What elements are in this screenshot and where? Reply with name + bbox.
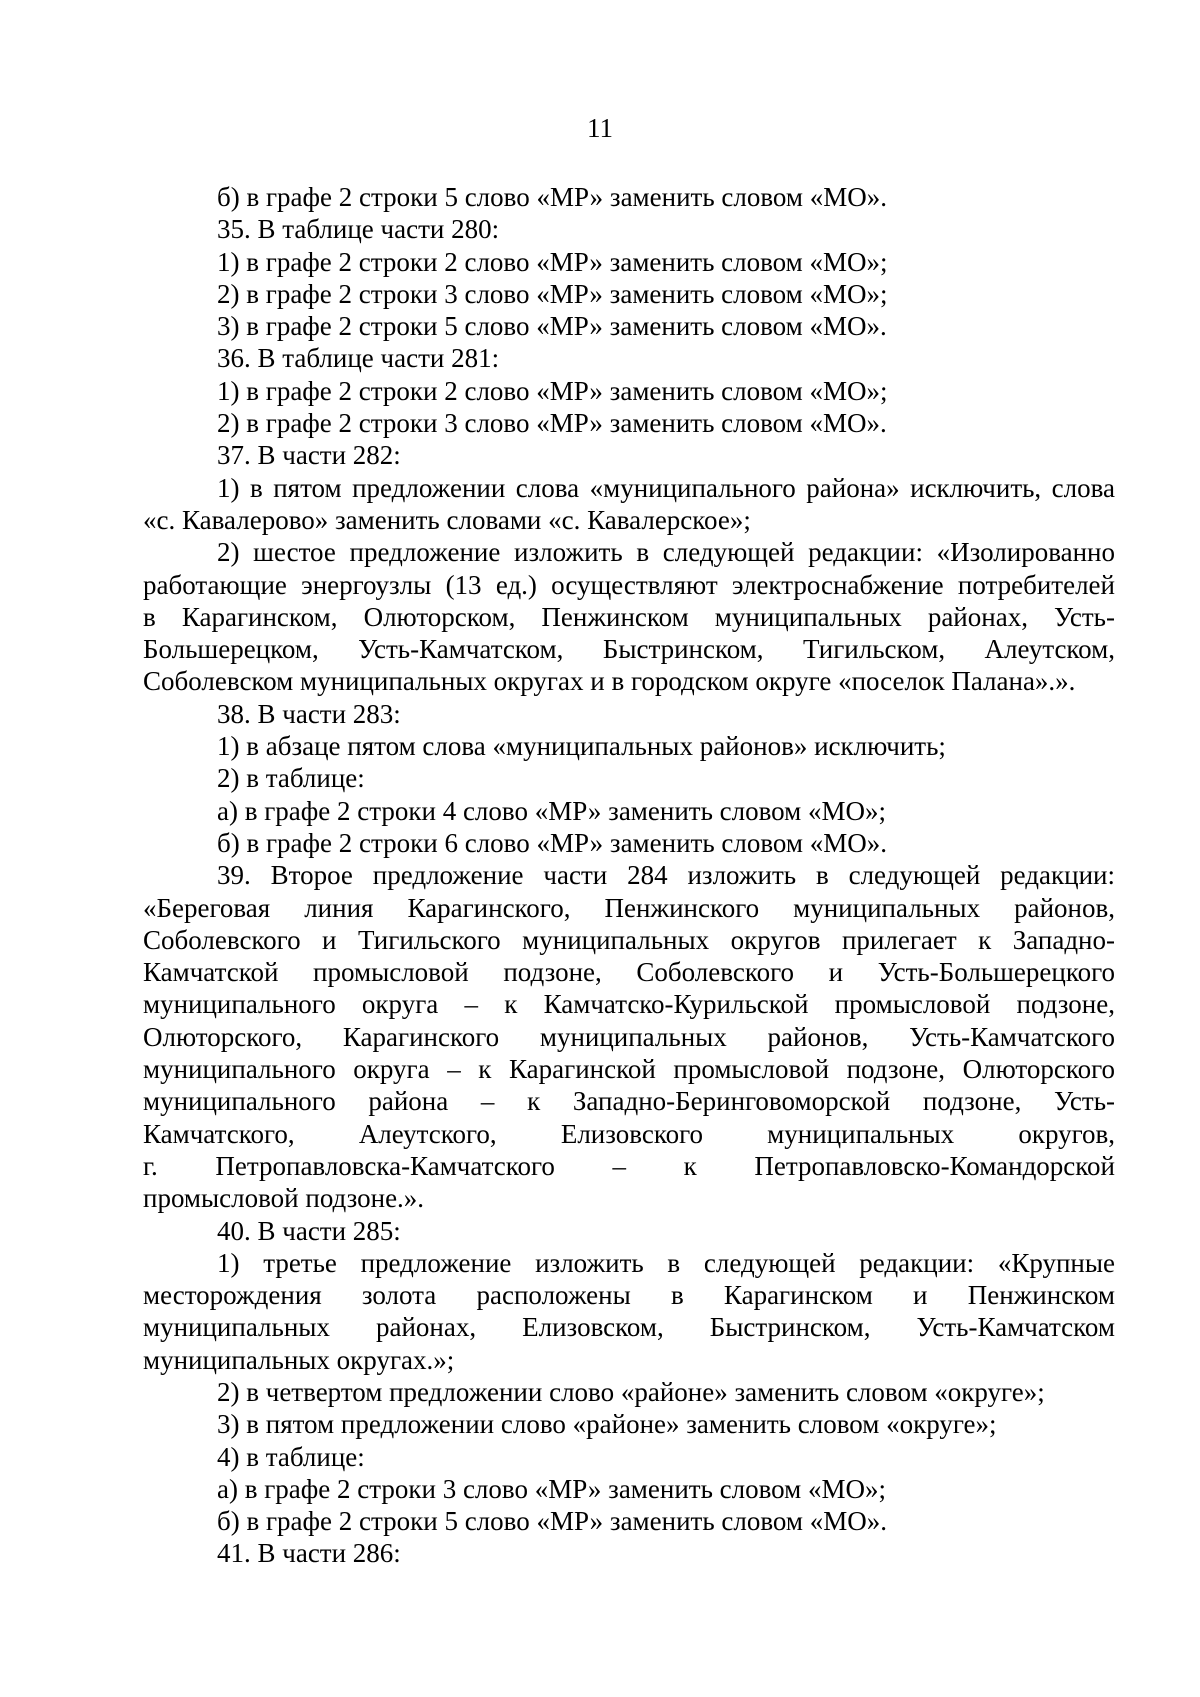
text-line: б) в графе 2 строки 5 слово «МР» заменить словом «МО». [217,182,887,212]
text-line: промысловой подзоне.». [143,1183,425,1214]
text-line: муниципальных районах, Елизовском, Быстринском, Усть-Камчатском [143,1312,1115,1343]
text-line: Камчатской промысловой подзоне, Соболевского и Усть-Большерецкого [143,957,1115,988]
text-line: 2) в графе 2 строки 3 слово «МР» заменить словом «МО»; [217,278,888,309]
text-line: 1) в пятом предложении слова «муниципального района» исключить, слова [217,472,1115,503]
text-line: а) в графе 2 строки 3 слово «МР» заменить словом «МО»; [217,1473,886,1504]
text-line: а) в графе 2 строки 4 слово «МР» заменить словом «МО»; [217,795,886,826]
text-line: муниципального района – к Западно-Беринговоморской подзоне, Усть- [143,1086,1115,1117]
document-body [143,181,1115,1570]
page-number: 11 [587,113,613,143]
text-line: 1) в абзаце пятом слова «муниципальных районов» исключить; [217,731,946,762]
text-line: 1) третье предложение изложить в следующей редакции: «Крупные [217,1247,1115,1278]
text-line: Соболевском муниципальных округах и в городском округе «поселок Палана».». [143,666,1076,697]
text-line: 38. В части 283: [217,698,401,729]
text-line: 4) в таблице: [217,1441,365,1472]
text-line: 2) в графе 2 строки 3 слово «МР» заменить словом «МО». [217,408,887,439]
text-line: б) в графе 2 строки 6 слово «МР» заменить словом «МО». [217,827,887,858]
text-line: Большерецком, Усть-Камчатском, Быстринском, Тигильском, Алеутском, [143,634,1115,665]
text-line: Олюторского, Карагинского муниципальных районов, Усть-Камчатского [143,1021,1115,1052]
text-line: в Карагинском, Олюторском, Пенжинском муниципальных районах, Усть- [143,601,1115,632]
text-line: муниципальных округах.»; [143,1344,455,1375]
text-line: «Береговая линия Карагинского, Пенжинского муниципальных районов, [143,892,1115,923]
text-line: б) в графе 2 строки 5 слово «МР» заменить словом «МО». [217,1506,887,1537]
text-line: 2) в четвертом предложении слово «районе» заменить словом «округе»; [217,1376,1045,1407]
text-line: муниципального округа – к Камчатско-Курильской промысловой подзоне, [143,989,1115,1020]
text-line: работающие энергоузлы (13 ед.) осуществляют электроснабжение потребителей [143,569,1115,600]
text-line: 35. В таблице части 280: [217,214,500,245]
text-line: 40. В части 285: [217,1215,401,1246]
text-line: 39. Второе предложение части 284 изложить в следующей редакции: [217,860,1115,891]
text-line: Камчатского, Алеутского, Елизовского муниципальных округов, [143,1118,1115,1149]
text-line: 37. В части 282: [217,440,401,471]
text-line: 3) в пятом предложении слово «районе» заменить словом «округе»; [217,1409,997,1440]
text-line: Соболевского и Тигильского муниципальных округов прилегает к Западно- [143,924,1115,955]
text-line: «с. Кавалерово» заменить словами «с. Кавалерское»; [143,504,751,535]
text-line: месторождения золота расположены в Карагинском и Пенжинском [143,1280,1115,1311]
text-line: г. Петропавловска-Камчатского – к Петропавловско-Командорской [143,1150,1115,1181]
text-line: 2) шестое предложение изложить в следующей редакции: «Изолированно [217,537,1115,568]
text-line: 1) в графе 2 строки 2 слово «МР» заменить словом «МО»; [217,375,888,406]
text-line: 41. В части 286: [217,1538,401,1569]
text-line: 3) в графе 2 строки 5 слово «МР» заменить словом «МО». [217,311,887,342]
text-line: 1) в графе 2 строки 2 слово «МР» заменить словом «МО»; [217,246,888,277]
text-line: 36. В таблице части 281: [217,343,500,374]
text-line: 2) в таблице: [217,763,365,794]
text-line: муниципального округа – к Карагинской промысловой подзоне, Олюторского [143,1054,1115,1085]
